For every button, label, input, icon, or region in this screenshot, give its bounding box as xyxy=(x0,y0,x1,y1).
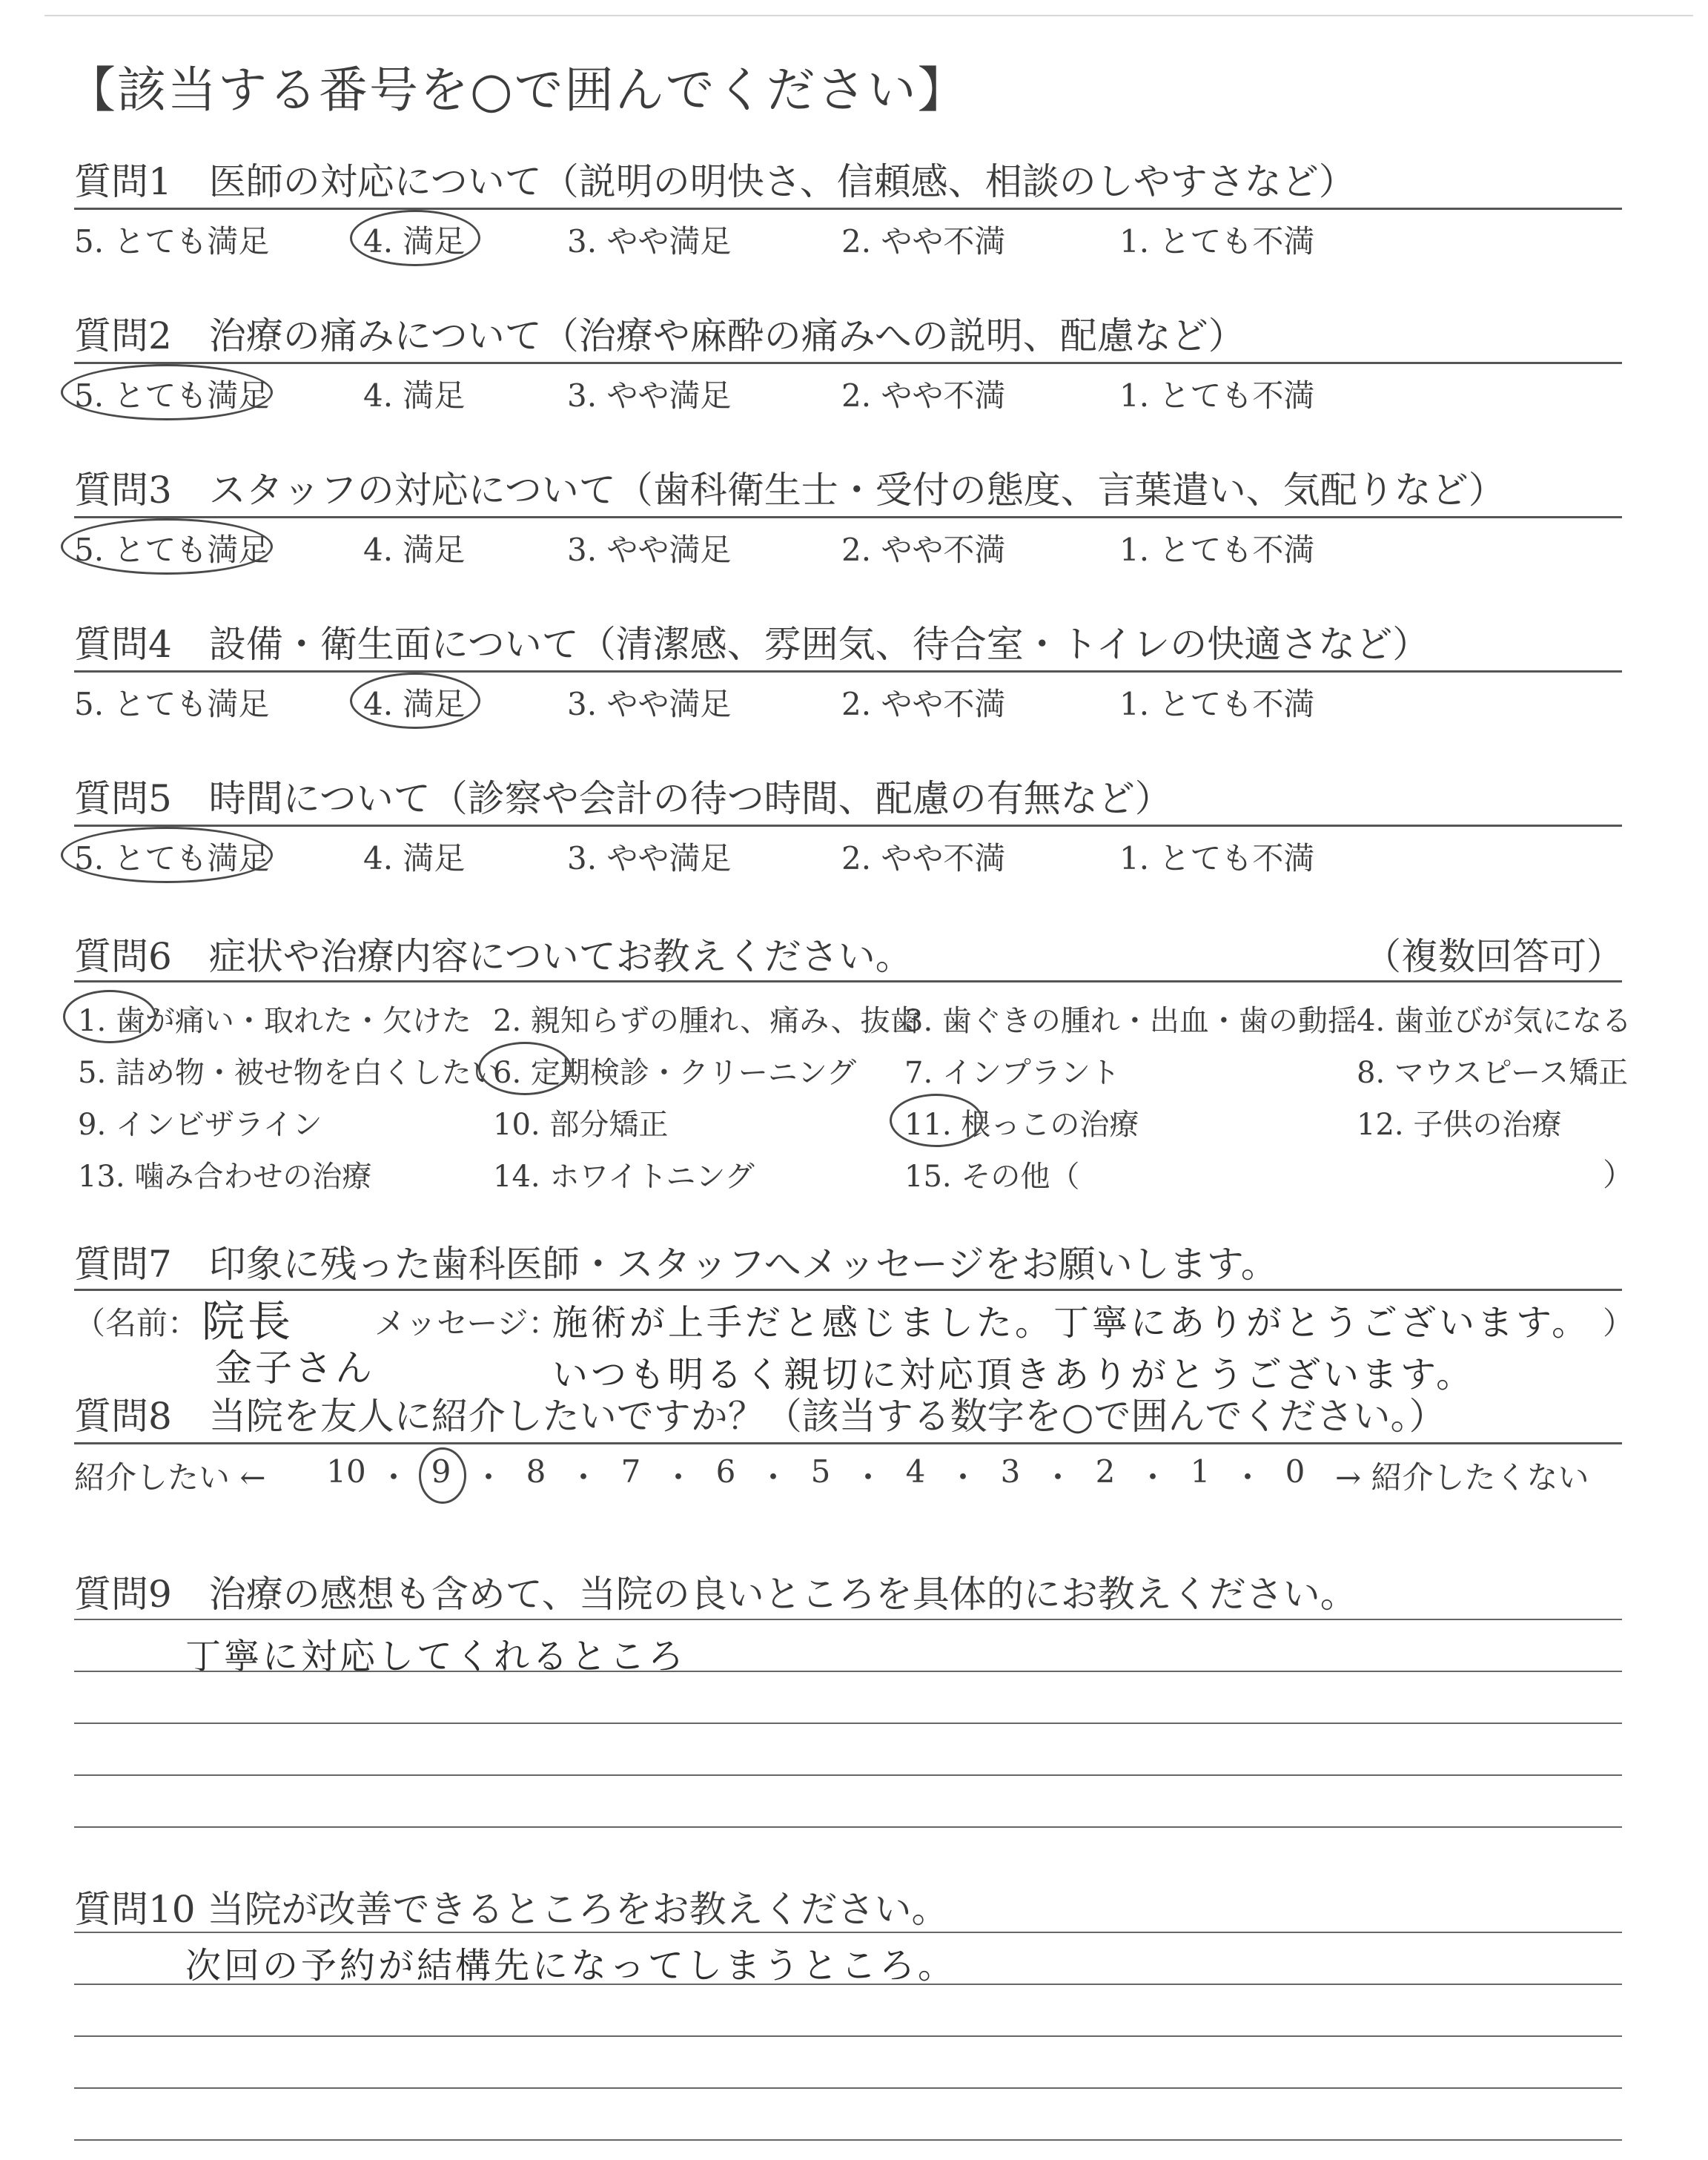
q8-scale-7[interactable]: 7 xyxy=(620,1453,641,1490)
q6-option-2[interactable]: 2. 親知らずの腫れ、痛み、抜歯 xyxy=(493,1004,920,1038)
q6-title-text: 質問6 症状や治療内容についてお教えください。 xyxy=(74,935,913,978)
page-header: 【該当する番号を○で囲んでください】 xyxy=(67,62,968,119)
q4-title: 質問4 設備・衛生面について（清潔感、雰囲気、待合室・トイレの快適さなど） xyxy=(74,623,1430,666)
q7-handwritten-name-1: 院長 xyxy=(202,1296,294,1347)
q7-handwritten-message-1: 施術が上手だと感じました。丁寧にありがとうございます。 xyxy=(552,1302,1591,1344)
q6-title xyxy=(74,927,1623,980)
q8-separator: ・ xyxy=(852,1459,884,1496)
q3-option-2[interactable]: 2. やや不満 xyxy=(841,532,1006,568)
q3-option-5[interactable]: 5. とても満足 xyxy=(74,532,270,568)
q5-rule xyxy=(74,825,1622,827)
q7-handwritten-name-2: 金子さん xyxy=(215,1347,375,1390)
q6-option-13[interactable]: 13. 噛み合わせの治療 xyxy=(78,1160,372,1194)
q1-option-5[interactable]: 5. とても満足 xyxy=(74,223,270,260)
q8-scale-10[interactable]: 10 xyxy=(326,1453,366,1490)
q4-option-1[interactable]: 1. とても不満 xyxy=(1119,686,1315,722)
q5-option-5[interactable]: 5. とても満足 xyxy=(74,840,270,876)
q8-scale xyxy=(74,1453,1589,1498)
q5-option-1[interactable]: 1. とても不満 xyxy=(1119,840,1315,876)
q6-option-4[interactable]: 4. 歯並びが気になる xyxy=(1357,1004,1632,1038)
q6-option-6[interactable]: 6. 定期検診・クリーニング xyxy=(493,1056,857,1090)
q9-line-1 xyxy=(74,1619,1622,1620)
q4-rule xyxy=(74,670,1622,673)
q2-option-4[interactable]: 4. 満足 xyxy=(363,377,466,414)
q10-line-3 xyxy=(74,2035,1622,2037)
q1-option-4[interactable]: 4. 満足 xyxy=(363,223,466,260)
q6-option-14[interactable]: 14. ホワイトニング xyxy=(493,1160,755,1194)
q2-title: 質問2 治療の痛みについて（治療や麻酔の痛みへの説明、配慮など） xyxy=(74,314,1245,357)
q6-option-8[interactable]: 8. マウスピース矯正 xyxy=(1357,1056,1629,1090)
q6-option-10[interactable]: 10. 部分矯正 xyxy=(493,1108,669,1142)
q1-option-2[interactable]: 2. やや不満 xyxy=(841,223,1006,260)
q8-right-label: → 紹介したくない xyxy=(1335,1459,1589,1496)
q3-option-4[interactable]: 4. 満足 xyxy=(363,532,466,568)
q8-scale-9[interactable]: 9 xyxy=(417,1453,465,1498)
q6-multiple-answer-note: （複数回答可） xyxy=(1364,935,1623,978)
q8-title: 質問8 当院を友人に紹介したいですか？（該当する数字を○で囲んでください。） xyxy=(74,1395,1446,1438)
q8-scale-1[interactable]: 1 xyxy=(1190,1453,1211,1490)
q6-option-15[interactable]: 15. その他（ xyxy=(904,1160,1080,1194)
q8-separator: ・ xyxy=(1231,1459,1263,1496)
q5-title: 質問5 時間について（診察や会計の待つ時間、配慮の有無など） xyxy=(74,777,1172,820)
q6-rule xyxy=(74,980,1622,982)
q8-separator: ・ xyxy=(947,1459,979,1496)
q6-option-9[interactable]: 9. インビザライン xyxy=(78,1108,322,1142)
q3-option-3[interactable]: 3. やや満足 xyxy=(567,532,732,568)
q1-option-3[interactable]: 3. やや満足 xyxy=(567,223,732,260)
q1-title: 質問1 医師の対応について（説明の明快さ、信頼感、相談のしやすさなど） xyxy=(74,160,1356,203)
q2-option-3[interactable]: 3. やや満足 xyxy=(567,377,732,414)
q6-option-1[interactable]: 1. 歯が痛い・取れた・欠けた xyxy=(78,1004,471,1038)
q10-handwritten-answer: 次回の予約が結構先になってしまうところ。 xyxy=(185,1945,957,1986)
q5-option-2[interactable]: 2. やや不満 xyxy=(841,840,1006,876)
q7-close-paren: ） xyxy=(1603,1305,1635,1341)
q3-rule xyxy=(74,516,1622,518)
q6-option-5[interactable]: 5. 詰め物・被せ物を白くしたい xyxy=(78,1056,501,1090)
q8-separator: ・ xyxy=(662,1459,694,1496)
q10-line-4 xyxy=(74,2087,1622,2089)
q4-option-3[interactable]: 3. やや満足 xyxy=(567,686,732,722)
q10-title: 質問10 当院が改善できるところをお教えください。 xyxy=(74,1888,949,1931)
q6-option-7[interactable]: 7. インプラント xyxy=(904,1056,1120,1090)
q2-option-1[interactable]: 1. とても不満 xyxy=(1119,377,1315,414)
q4-option-5[interactable]: 5. とても満足 xyxy=(74,686,270,722)
q10-line-5 xyxy=(74,2139,1622,2141)
q1-option-1[interactable]: 1. とても不満 xyxy=(1119,223,1315,260)
q5-option-4[interactable]: 4. 満足 xyxy=(363,840,466,876)
q2-option-5[interactable]: 5. とても満足 xyxy=(74,377,270,414)
q6-other-close-paren: ） xyxy=(1603,1157,1635,1193)
q1-rule xyxy=(74,208,1622,210)
q7-message-label: メッセージ： xyxy=(374,1305,560,1341)
q9-line-3 xyxy=(74,1723,1622,1724)
q9-line-4 xyxy=(74,1774,1622,1776)
q8-separator: ・ xyxy=(1136,1459,1168,1496)
q7-handwritten-message-2: いつも明るく親切に対応頂きありがとうございます。 xyxy=(552,1354,1475,1396)
q3-title: 質問3 スタッフの対応について（歯科衛生士・受付の態度、言葉遣い、気配りなど） xyxy=(74,469,1506,512)
q2-rule xyxy=(74,362,1622,364)
q10-line-1 xyxy=(74,1932,1622,1933)
top-border xyxy=(44,15,1693,16)
q8-separator: ・ xyxy=(567,1459,599,1496)
q7-rule xyxy=(74,1289,1622,1291)
q8-rule xyxy=(74,1442,1622,1444)
q4-option-4[interactable]: 4. 満足 xyxy=(363,686,466,722)
q10-line-2 xyxy=(74,1984,1622,1985)
q8-scale-3[interactable]: 3 xyxy=(1000,1453,1021,1490)
q3-option-1[interactable]: 1. とても不満 xyxy=(1119,532,1315,568)
q2-option-2[interactable]: 2. やや不満 xyxy=(841,377,1006,414)
q8-scale-0[interactable]: 0 xyxy=(1285,1453,1305,1490)
q6-option-3[interactable]: 3. 歯ぐきの腫れ・出血・歯の動揺 xyxy=(904,1004,1357,1038)
q9-line-5 xyxy=(74,1826,1622,1828)
q8-left-label: 紹介したい ← xyxy=(74,1459,266,1496)
q4-option-2[interactable]: 2. やや不満 xyxy=(841,686,1006,722)
q8-scale-6[interactable]: 6 xyxy=(715,1453,736,1490)
q6-option-11[interactable]: 11. 根っこの治療 xyxy=(904,1108,1139,1142)
q8-selection-circle xyxy=(419,1447,466,1504)
q8-separator: ・ xyxy=(757,1459,789,1496)
q7-name-label: （名前： xyxy=(74,1305,199,1341)
q7-title: 質問7 印象に残った歯科医師・スタッフへメッセージをお願いします。 xyxy=(74,1243,1278,1286)
q8-scale-2[interactable]: 2 xyxy=(1095,1453,1116,1490)
q8-scale-5[interactable]: 5 xyxy=(810,1453,831,1490)
q8-separator: ・ xyxy=(1042,1459,1073,1496)
q8-separator: ・ xyxy=(472,1459,504,1496)
q6-option-12[interactable]: 12. 子供の治療 xyxy=(1357,1108,1562,1142)
q9-line-2 xyxy=(74,1671,1622,1672)
q8-separator: ・ xyxy=(377,1459,409,1496)
q8-scale-8[interactable]: 8 xyxy=(526,1453,546,1490)
q8-numbers xyxy=(322,1453,1319,1498)
q5-option-3[interactable]: 3. やや満足 xyxy=(567,840,732,876)
q9-title: 質問9 治療の感想も含めて、当院の良いところを具体的にお教えください。 xyxy=(74,1573,1357,1616)
q9-handwritten-answer: 丁寧に対応してくれるところ xyxy=(185,1636,687,1677)
q8-scale-4[interactable]: 4 xyxy=(905,1453,926,1490)
